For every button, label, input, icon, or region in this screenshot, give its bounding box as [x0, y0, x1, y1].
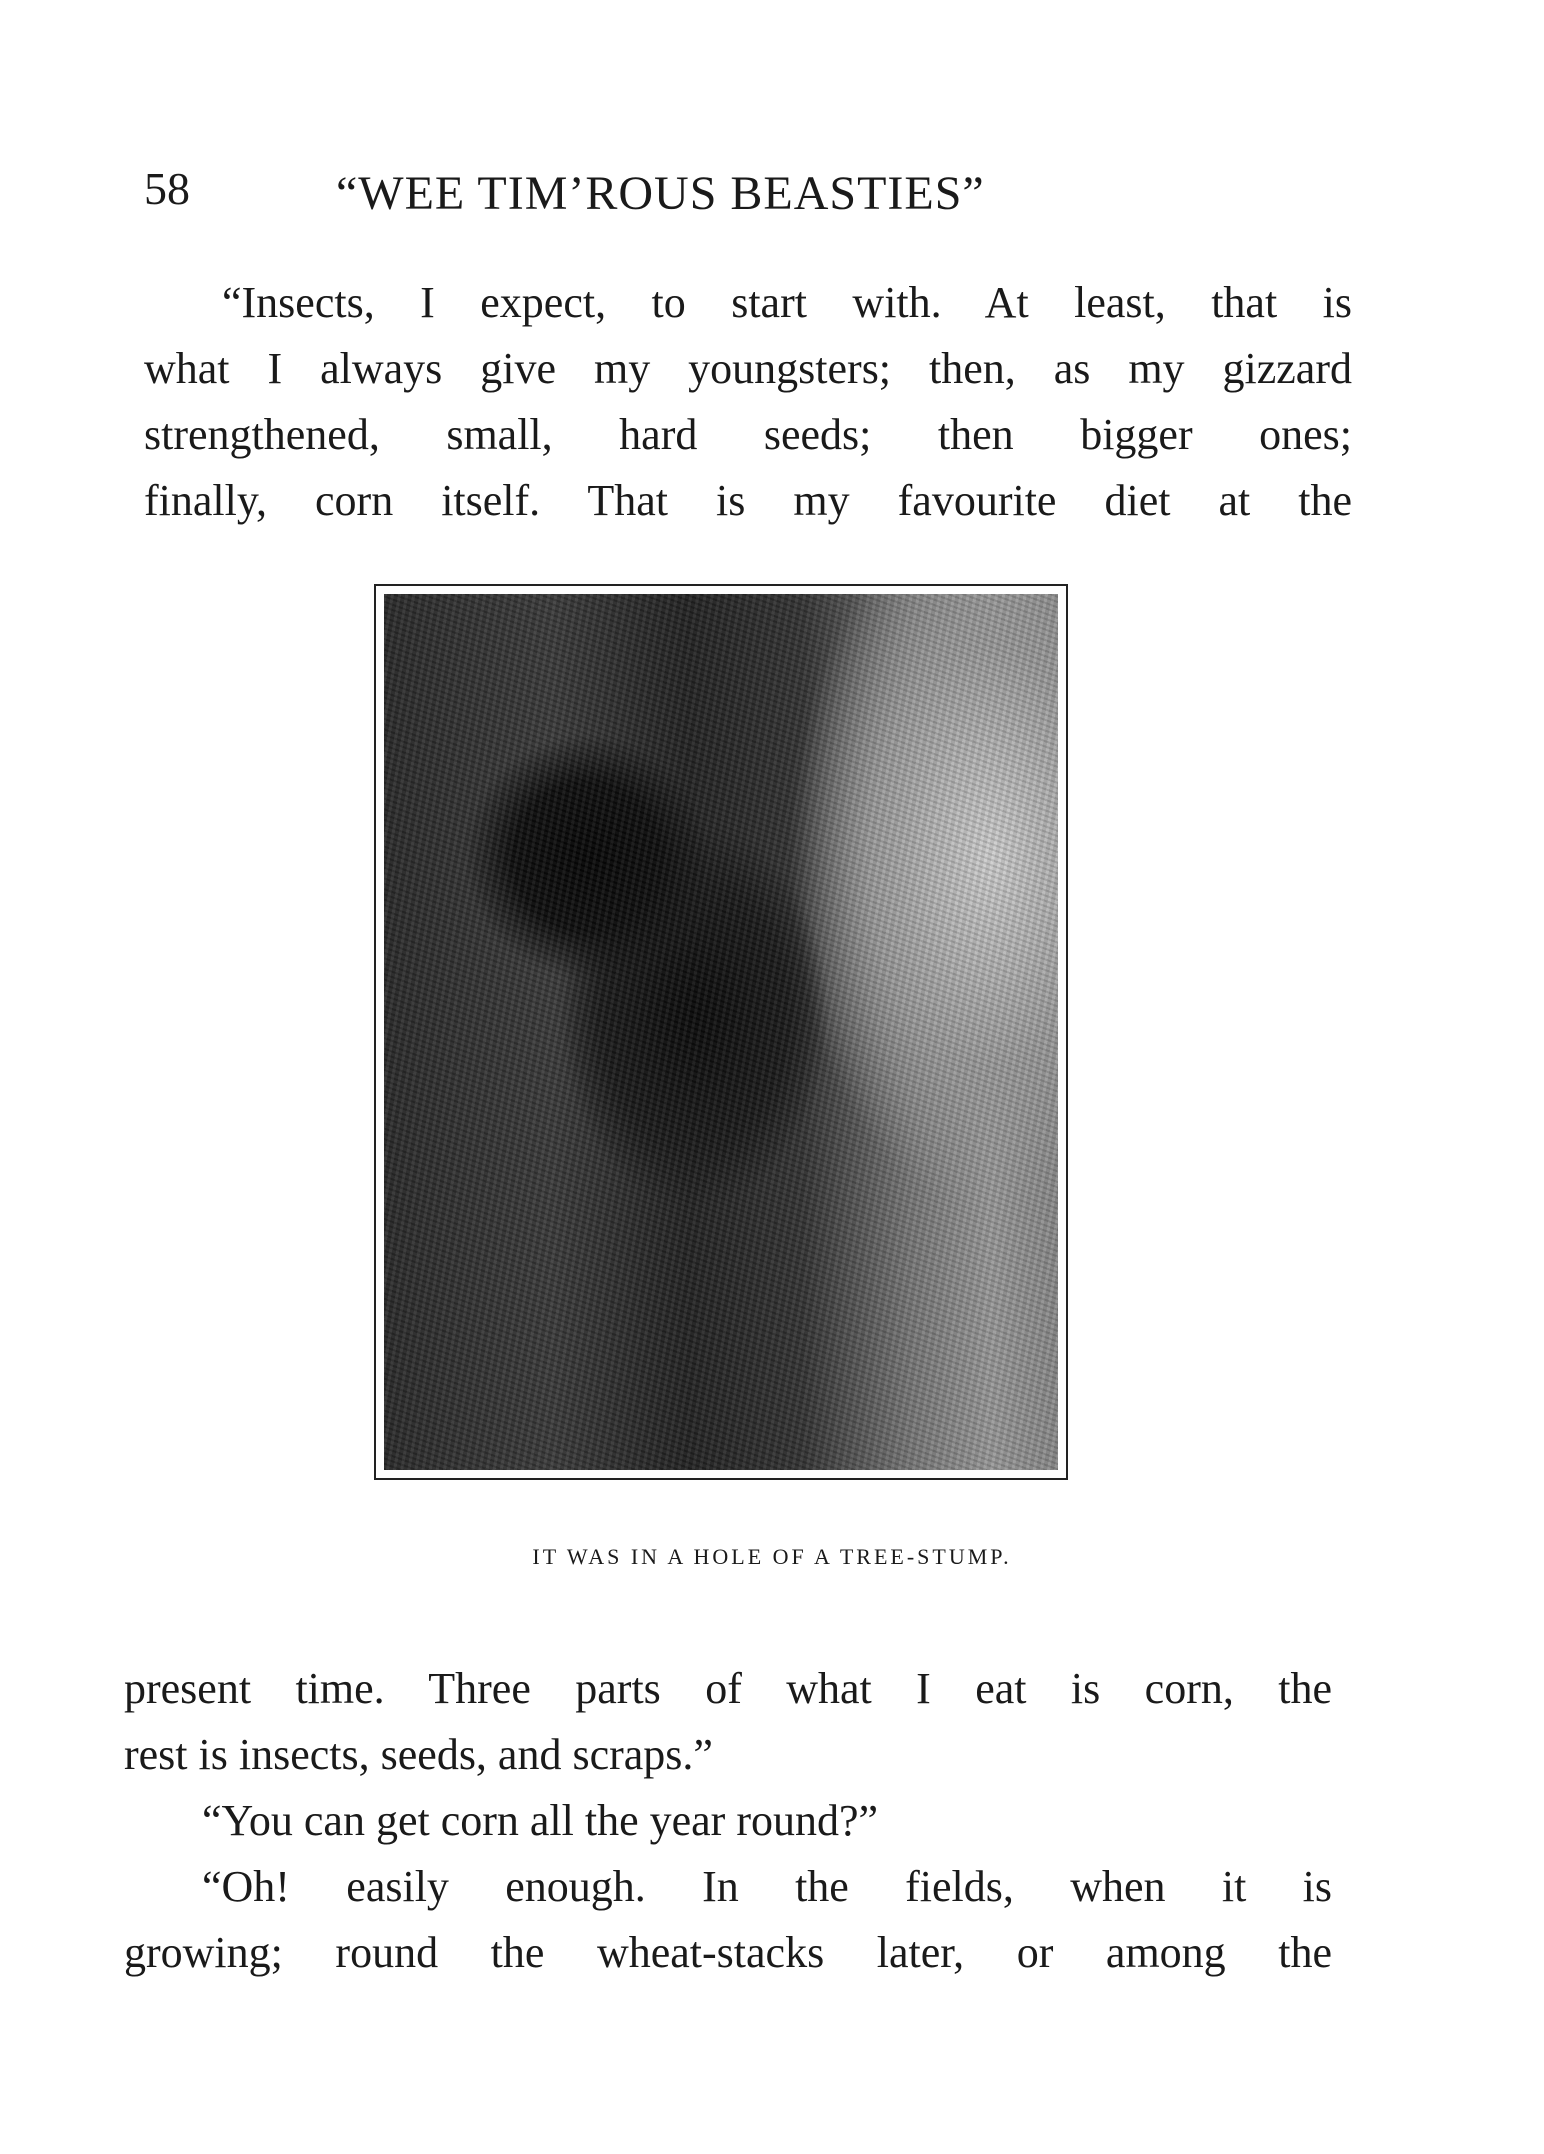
page-number: 58: [144, 163, 190, 214]
text-line: “Oh! easily enough. In the fields, when it is: [202, 1862, 1332, 1911]
text-line: present time. Three parts of what I eat is corn, the: [124, 1664, 1332, 1713]
text-line: what I always give my youngsters; then, as my gizzard: [144, 344, 1352, 393]
paragraph-top: [144, 270, 1352, 534]
tree-stump-photo: [384, 594, 1058, 1470]
photo-frame: [374, 584, 1068, 1480]
text-line: strengthened, small, hard seeds; then bigger ones;: [144, 410, 1352, 459]
text-line: finally, corn itself. That is my favourite diet at the: [144, 476, 1352, 525]
running-head: “WEE TIM’ROUS BEASTIES”: [336, 167, 985, 220]
text-line: “Insects, I expect, to start with. At least, that is: [222, 278, 1352, 327]
figure-caption: IT WAS IN A HOLE OF A TREE-STUMP.: [532, 1544, 1012, 1569]
text-line: rest is insects, seeds, and scraps.”: [124, 1730, 713, 1779]
text-line: “You can get corn all the year round?”: [202, 1796, 879, 1845]
paragraph-bottom: [124, 1656, 1332, 1986]
text-line: growing; round the wheat-stacks later, or among the: [124, 1928, 1332, 1977]
